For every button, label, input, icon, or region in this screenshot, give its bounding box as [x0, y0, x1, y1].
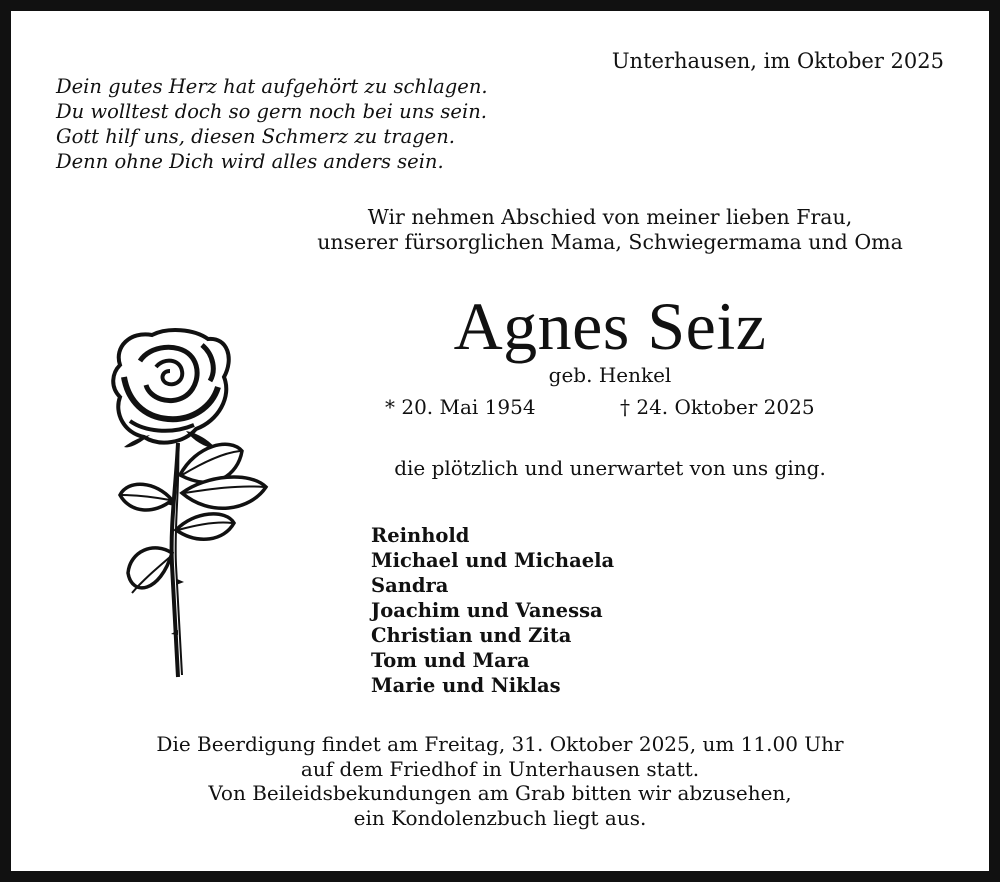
- poem: [56, 74, 576, 174]
- intro-line: Wir nehmen Abschied von meiner lieben Frau,: [367, 205, 853, 229]
- rose-icon: [110, 325, 280, 680]
- mourner: Reinhold: [371, 524, 470, 547]
- mourner: Michael und Michaela: [371, 549, 615, 572]
- poem-line: Dein gutes Herz hat aufgehört zu schlagen.: [56, 75, 488, 98]
- place-date: Unterhausen, im Oktober 2025: [611, 49, 944, 73]
- intro-text: [260, 205, 960, 255]
- maiden-name: geb. Henkel: [548, 363, 672, 387]
- funeral-line: Von Beileidsbekundungen am Grab bitten wir abzusehen,: [208, 781, 792, 805]
- mourner: Christian und Zita: [371, 624, 572, 647]
- poem-line: Denn ohne Dich wird alles anders sein.: [56, 150, 444, 173]
- mourner: Marie und Niklas: [371, 674, 561, 697]
- funeral-info: [70, 732, 930, 830]
- death-date: † 24. Oktober 2025: [620, 395, 815, 419]
- mourner: Joachim und Vanessa: [371, 599, 603, 622]
- poem-line: Du wolltest doch so gern noch bei uns sein.: [56, 100, 487, 123]
- deceased-name: Agnes Seiz: [453, 288, 767, 364]
- mourner: Tom und Mara: [371, 649, 530, 672]
- funeral-line: auf dem Friedhof in Unterhausen statt.: [300, 756, 700, 781]
- funeral-line: Die Beerdigung findet am Freitag, 31. Oktober 2025, um 11.00 Uhr: [156, 732, 844, 756]
- mourner: Sandra: [371, 574, 449, 597]
- mourners-list: [371, 523, 771, 698]
- poem-line: Gott hilf uns, diesen Schmerz zu tragen.: [56, 125, 455, 148]
- intro-line: unserer fürsorglichen Mama, Schwiegermama und Oma: [317, 230, 903, 254]
- birth-date: * 20. Mai 1954: [385, 395, 536, 419]
- passing-note: die plötzlich und unerwartet von uns ging.: [394, 456, 826, 480]
- funeral-line: ein Kondolenzbuch liegt aus.: [353, 805, 647, 830]
